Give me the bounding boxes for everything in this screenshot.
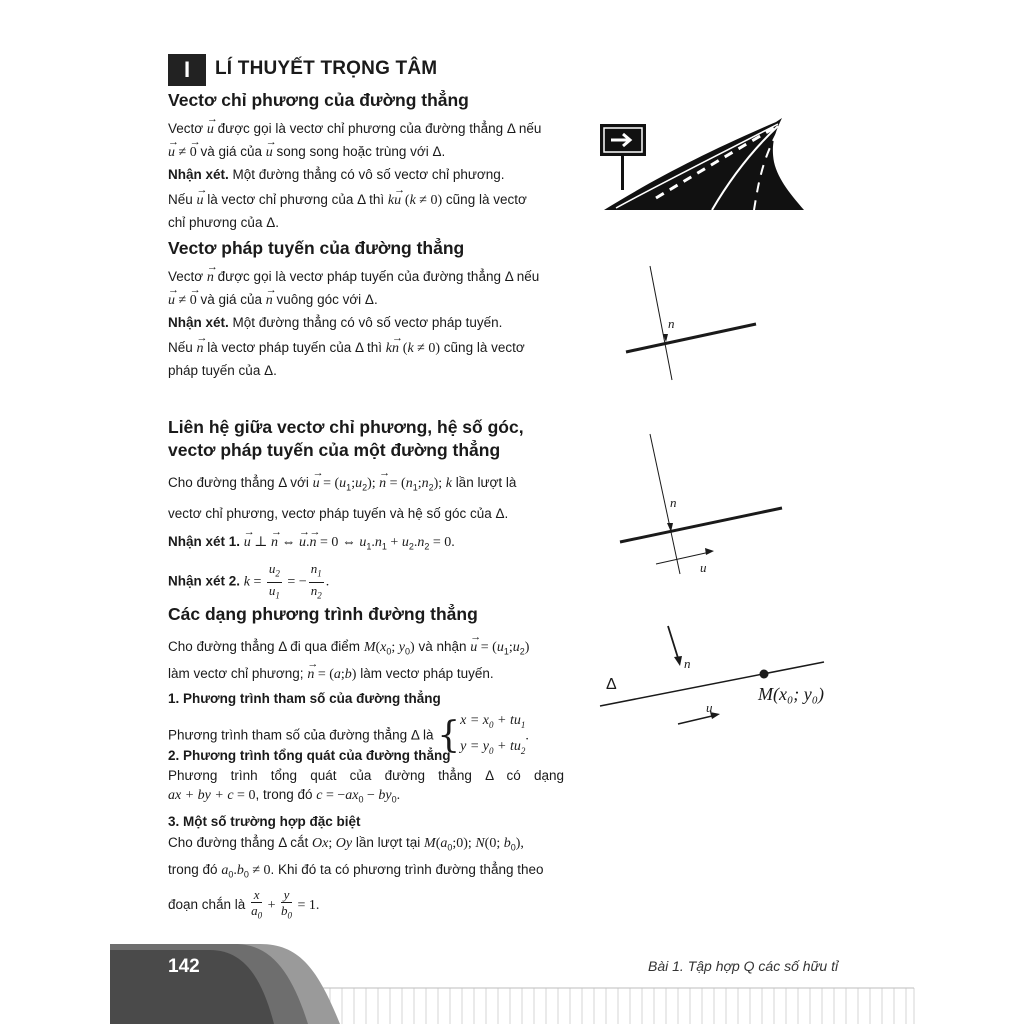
label-n: n: [684, 656, 691, 671]
label-n: n: [668, 316, 675, 331]
text: đoạn chắn là: [168, 897, 246, 913]
text: Cho đường thẳng Δ đi qua điểm: [168, 639, 361, 654]
line-delta: [620, 508, 782, 542]
paragraph-special-cases: Cho đường thẳng Δ cắt Ox; Oy lần lượt tại $M(a_0;0)$; N(0; $b_0$), trong đó $a_0.b_0 \ne 0$. Khi đó ta có phương trình đường thẳng theo đoạn chắn là $\frac{x}{a_0}$ + $\frac{y}{b_0}$ = 1.: [168, 835, 544, 921]
heading-line: vectơ pháp tuyến của một đường thẳng: [168, 440, 501, 460]
note-label: Nhận xét.: [168, 315, 229, 330]
footer-stripes: [330, 988, 914, 1024]
text: là vectơ chỉ phương của Δ thì: [207, 192, 385, 207]
section-title: LÍ THUYẾT TRỌNG TÂM: [215, 58, 438, 79]
point-m: [760, 670, 769, 679]
text: cũng là vectơ: [445, 192, 527, 207]
text: và giá của: [200, 292, 262, 307]
note-label: Nhận xét.: [168, 167, 229, 182]
page-number: 142: [168, 956, 200, 977]
heading-line: Liên hệ giữa vectơ chỉ phương, hệ số góc,: [168, 417, 524, 437]
text: Nếu: [168, 340, 193, 355]
text: , trong đó: [255, 787, 313, 802]
label-n: n: [670, 495, 677, 510]
text: Phương trình tham số của đường thẳng Δ là: [168, 727, 434, 743]
text: lần lượt là: [455, 475, 517, 490]
text: Vectơ: [168, 121, 204, 136]
arrow-head: [674, 656, 682, 666]
text: được gọi là vectơ chỉ phương của đường thẳng Δ nếu: [217, 121, 542, 136]
text: Cho đường thẳng Δ với: [168, 475, 309, 490]
text: song song hoặc trùng với Δ.: [276, 144, 446, 159]
arrow-head: [705, 548, 714, 555]
text: Phương trình tổng quát của đường thẳng Δ có dạng: [168, 768, 564, 783]
heading-relationship: [168, 416, 524, 462]
normal-vector-figure: [618, 260, 768, 384]
paragraph-line-equations: Cho đường thẳng Δ đi qua điểm $M(x_0$; $y_0$) và nhận → $u = (u_1;u_2)$ làm vectơ chỉ phương; → n = (a;b) làm vectơ pháp tuyến.: [168, 636, 564, 686]
chapter-title: Bài 1. Tập hợp Q các số hữu tỉ: [648, 958, 839, 974]
text: là vectơ pháp tuyến của Δ thì: [207, 340, 383, 355]
label-u: u: [700, 560, 707, 575]
road-sign-illustration: [596, 116, 808, 212]
line-delta: [626, 324, 756, 352]
paragraph-direction-vector: Vectơ → u được gọi là vectơ chỉ phương của đường thẳng Δ nếu → u ≠ → 0 và giá của → u song song hoặc trùng với Δ. Nhận xét. Một đường thẳng có vô số vectơ chỉ phương. Nếu → u là vectơ chỉ phương của Δ thì k→ u (k ≠ 0) cũng là vectơ chỉ phương của Δ.: [168, 118, 564, 234]
sign-post: [621, 156, 624, 190]
subheading-parametric: 1. Phương trình tham số của đường thẳng: [168, 691, 441, 706]
text: và giá của: [200, 144, 262, 159]
footer-decoration: [0, 930, 1024, 1024]
text: được gọi là vectơ pháp tuyến của đường thẳng Δ nếu: [217, 269, 540, 284]
label-delta: Δ: [606, 676, 617, 693]
note-text: Một đường thẳng có vô số vectơ pháp tuyến.: [232, 315, 503, 330]
label-u: u: [706, 700, 713, 715]
paragraph-general: Phương trình tổng quát của đường thẳng Δ có dạng ax + by + c = 0, trong đó $c = -ax_0 - by_0$.: [168, 768, 564, 805]
note-label: Nhận xét 2.: [168, 574, 241, 590]
paragraph-normal-vector: Vectơ → n được gọi là vectơ pháp tuyến của đường thẳng Δ nếu → u ≠ → 0 và giá của → n vuông góc với Δ. Nhận xét. Một đường thẳng có vô số vectơ pháp tuyến. Nếu → n là vectơ pháp tuyến của Δ thì k→ n (k ≠ 0) cũng là vectơ pháp tuyến của Δ.: [168, 266, 564, 382]
label-point-m: M(x₀; y₀): [758, 684, 824, 704]
normal-vector: [668, 626, 678, 658]
paragraph-parametric: Phương trình tham số của đường thẳng Δ là { $x = x_0 + tu_1$ $y = y_0 + tu_2$ .: [168, 713, 529, 756]
text: lần lượt tại: [355, 835, 421, 850]
text: làm vectơ pháp tuyến.: [360, 665, 494, 681]
section-badge: I: [168, 54, 206, 86]
text: chỉ phương của Δ.: [168, 215, 279, 230]
note-text: Một đường thẳng có vô số vectơ chỉ phương.: [232, 167, 505, 182]
heading-direction-vector: Vectơ chỉ phương của đường thẳng: [168, 90, 469, 110]
text: . Khi đó ta có phương trình đường thẳng theo: [270, 861, 544, 877]
line-through-point-figure: [596, 618, 836, 738]
text: vectơ chỉ phương, vectơ pháp tuyến và hệ số góc của Δ.: [168, 505, 509, 521]
text: pháp tuyến của Δ.: [168, 363, 277, 378]
text: và nhận: [418, 639, 467, 654]
text: trong đó: [168, 861, 218, 877]
text: cũng là vectơ: [443, 340, 525, 355]
text: Vectơ: [168, 269, 204, 284]
heading-normal-vector: Vectơ pháp tuyến của đường thẳng: [168, 238, 465, 258]
subheading-general: 2. Phương trình tổng quát của đường thẳng: [168, 748, 451, 763]
text: vuông góc với Δ.: [276, 292, 378, 307]
note-label: Nhận xét 1.: [168, 533, 241, 549]
text: Nếu: [168, 192, 193, 207]
heading-line-equations: Các dạng phương trình đường thẳng: [168, 604, 478, 624]
text: Cho đường thẳng Δ cắt: [168, 835, 309, 850]
direction-vector: [678, 716, 712, 724]
paragraph-relationship: Cho đường thẳng Δ với → $u = (u_1;u_2)$; → $n = (n_1;n_2)$; k lần lượt là vectơ chỉ phương, vectơ pháp tuyến và hệ số góc của Δ. Nhận xét 1. → u ⊥ → n ⇔ → u.→ n = 0 ⇔ $u_1.n_1 + u_2.n_2 = 0$. Nhận xét 2. k = $\frac{u_2}{u_1}$ = − $\frac{n_1}{n_2}$ .: [168, 472, 564, 604]
relationship-figure: [614, 430, 794, 580]
subheading-special-cases: 3. Một số trường hợp đặc biệt: [168, 814, 361, 829]
text: làm vectơ chỉ phương;: [168, 665, 304, 681]
